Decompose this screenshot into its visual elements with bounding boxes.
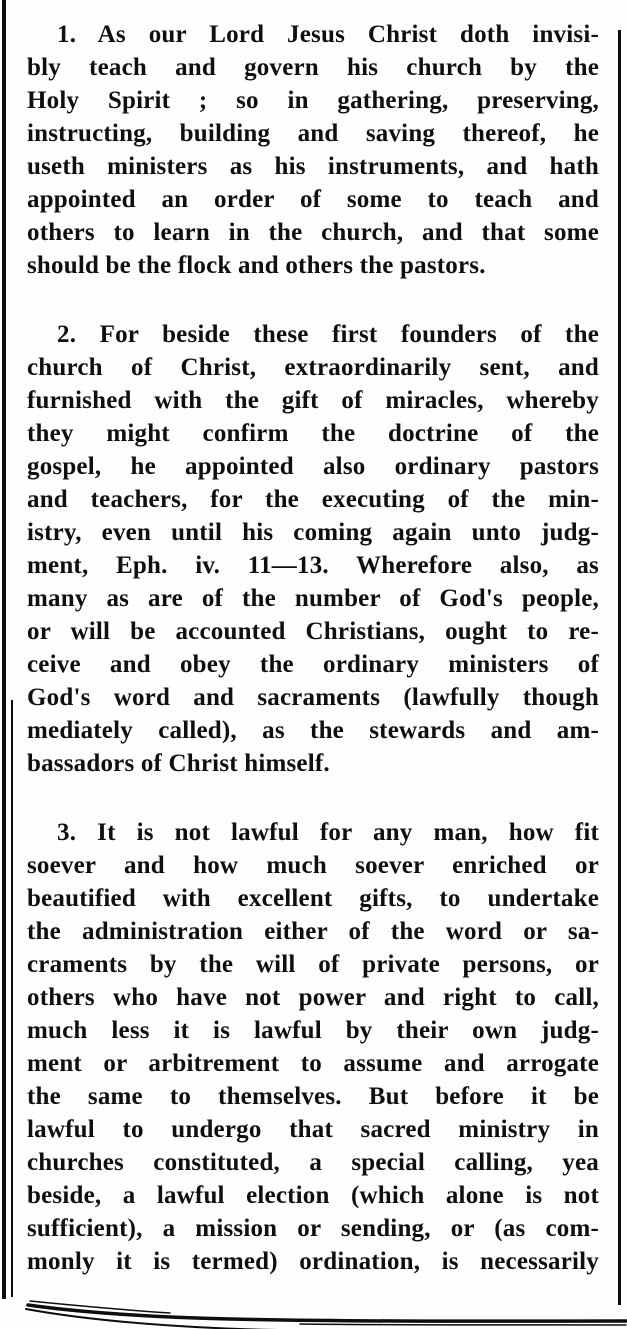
left-border-rule-inner (11, 700, 13, 1297)
text-line: beautified with excellent gifts, to undertake (27, 885, 599, 912)
text-line: ment or arbitrement to assume and arrogate (27, 1050, 599, 1077)
text-line: monly it is termed) ordination, is necessarily (27, 1248, 599, 1275)
text-line: and teachers, for the executing of the min- (27, 486, 599, 513)
text-line: bly teach and govern his church by the (27, 54, 599, 81)
text-line: furnished with the gift of miracles, whereby (27, 387, 599, 414)
text-line: appointed an order of some to teach and (27, 186, 599, 213)
text-line: gospel, he appointed also ordinary pastors (27, 453, 599, 480)
text-line: sufficient), a mission or sending, or (as com- (27, 1215, 599, 1242)
text-line: useth ministers as his instruments, and hath (27, 153, 599, 180)
paragraph-3 (27, 816, 599, 1278)
paragraph-1 (27, 18, 599, 282)
text-line: others who have not power and right to call, (27, 984, 599, 1011)
text-line: instructing, building and saving thereof, he (27, 120, 599, 147)
text-line: God's word and sacraments (lawfully though (27, 684, 599, 711)
text-line: church of Christ, extraordinarily sent, and (27, 354, 599, 381)
text-line: they might confirm the doctrine of the (27, 420, 599, 447)
text-line: soever and how much soever enriched or (27, 852, 599, 879)
bottom-flourish-rule (0, 1288, 627, 1329)
left-border-rule-outer (2, 0, 6, 1299)
text-line: mediately called), as the stewards and am- (27, 717, 599, 744)
text-line: others to learn in the church, and that some (27, 219, 599, 246)
text-line: ment, Eph. iv. 11—13. Wherefore also, as (27, 552, 599, 579)
text-line: ceive and obey the ordinary ministers of (27, 651, 599, 678)
paragraph-2 (27, 318, 599, 780)
text-line: beside, a lawful election (which alone is not (27, 1182, 599, 1209)
text-line: craments by the will of private persons, or (27, 951, 599, 978)
right-border-rule (618, 30, 621, 1305)
text-line: churches constituted, a special calling, yea (27, 1149, 599, 1176)
text-line: many as are of the number of God's people, (27, 585, 599, 612)
text-line: much less it is lawful by their own judg- (27, 1017, 599, 1044)
text-line: should be the flock and others the pastors. (27, 252, 486, 279)
text-line: istry, even until his coming again unto judg- (27, 519, 599, 546)
text-line: lawful to undergo that sacred ministry in (27, 1116, 599, 1143)
text-column (27, 18, 599, 1278)
text-line: 2. For beside these first founders of the (57, 321, 599, 348)
text-line: the same to themselves. But before it be (27, 1083, 599, 1110)
text-line: or will be accounted Christians, ought to re- (27, 618, 599, 645)
text-line: the administration either of the word or sa- (27, 918, 599, 945)
text-line: 1. As our Lord Jesus Christ doth invisi- (57, 21, 599, 48)
text-line: bassadors of Christ himself. (27, 750, 330, 777)
text-line: 3. It is not lawful for any man, how fit (57, 819, 599, 846)
text-line: Holy Spirit ; so in gathering, preserving, (27, 87, 599, 114)
